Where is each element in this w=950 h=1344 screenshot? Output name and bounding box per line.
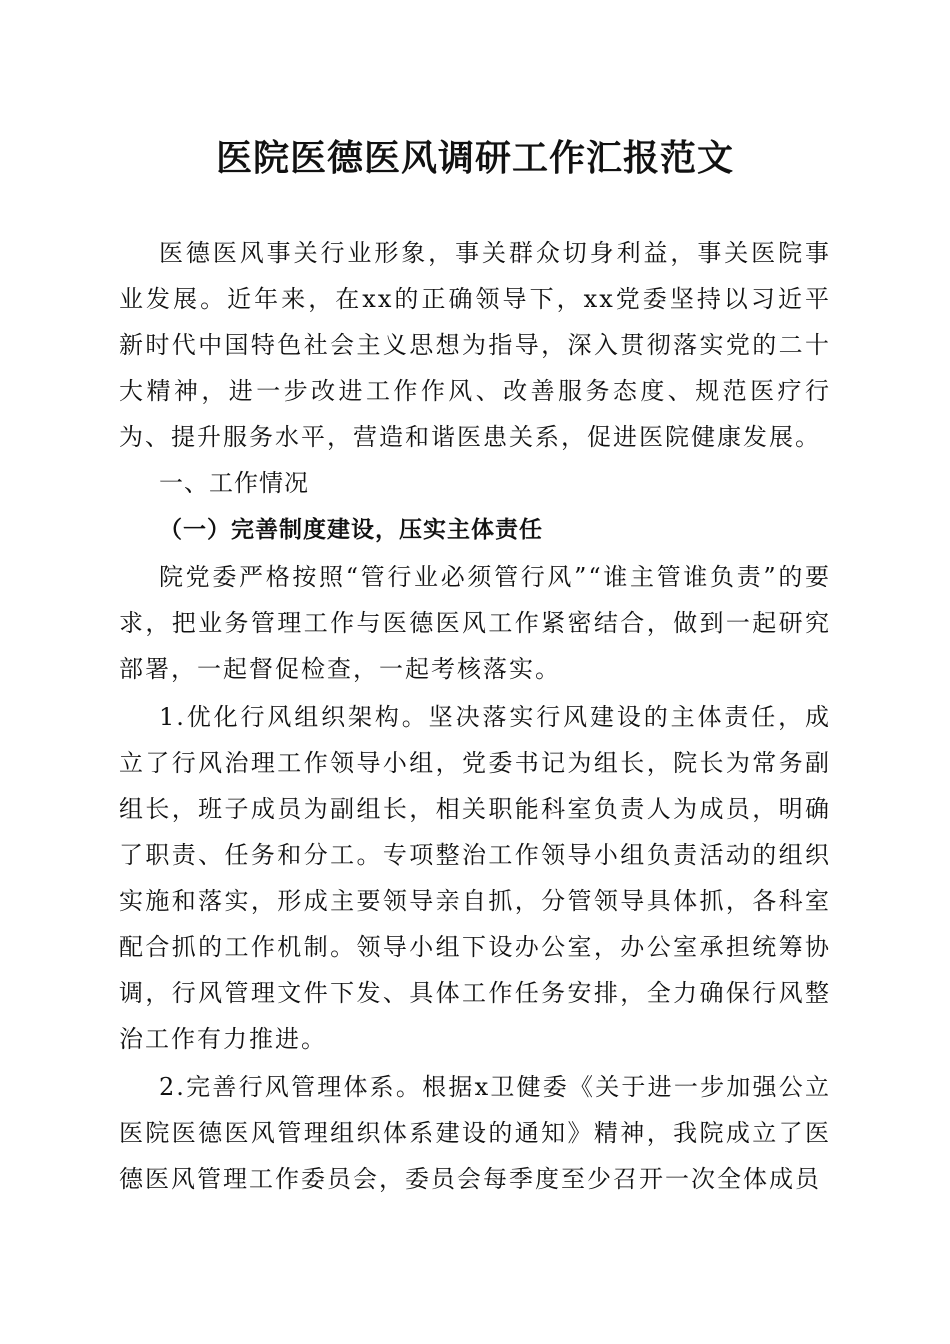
- item-1-paragraph: 1.优化行风组织架构。坚决落实行风建设的主体责任，成立了行风治理工作领导小组，党委书记为组长，院长为常务副组长，班子成员为副组长，相关职能科室负责人为成员，明确了职责、任务和分工。专项整治工作领导小组负责活动的组织实施和落实，形成主要领导亲自抓，分管领导具体抓，各科室配合抓的工作机制。领导小组下设办公室，办公室承担统筹协调，行风管理文件下发、具体工作任务安排，全力确保行风整治工作有力推进。: [119, 703, 831, 1053]
- intro-paragraph: 医德医风事关行业形象，事关群众切身利益，事关医院事业发展。近年来，在xx的正确领导下，xx党委坚持以习近平新时代中国特色社会主义思想为指导，深入贯彻落实党的二十大精神，进一步改进工作作风、改善服务态度、规范医疗行为、提升服务水平，营造和谐医患关系，促进医院健康发展。: [119, 239, 831, 451]
- section-heading-work-status: 一、工作情况: [159, 469, 309, 497]
- subsection-heading-system-building: （一）完善制度建设，压实主体责任: [159, 516, 543, 543]
- item-2-paragraph: 2.完善行风管理体系。根据x卫健委《关于进一步加强公立医院医德医风管理组织体系建设的通知》精神，我院成立了医德医风管理工作委员会，委员会每季度至少召开一次全体成员: [119, 1073, 831, 1193]
- subsection-paragraph: 院党委严格按照“管行业必须管行风”“谁主管谁负责”的要求，把业务管理工作与医德医风工作紧密结合，做到一起研究部署，一起督促检查，一起考核落实。: [119, 563, 831, 683]
- document-body: [119, 230, 831, 1202]
- document-title: 医院医德医风调研工作汇报范文: [215, 137, 734, 179]
